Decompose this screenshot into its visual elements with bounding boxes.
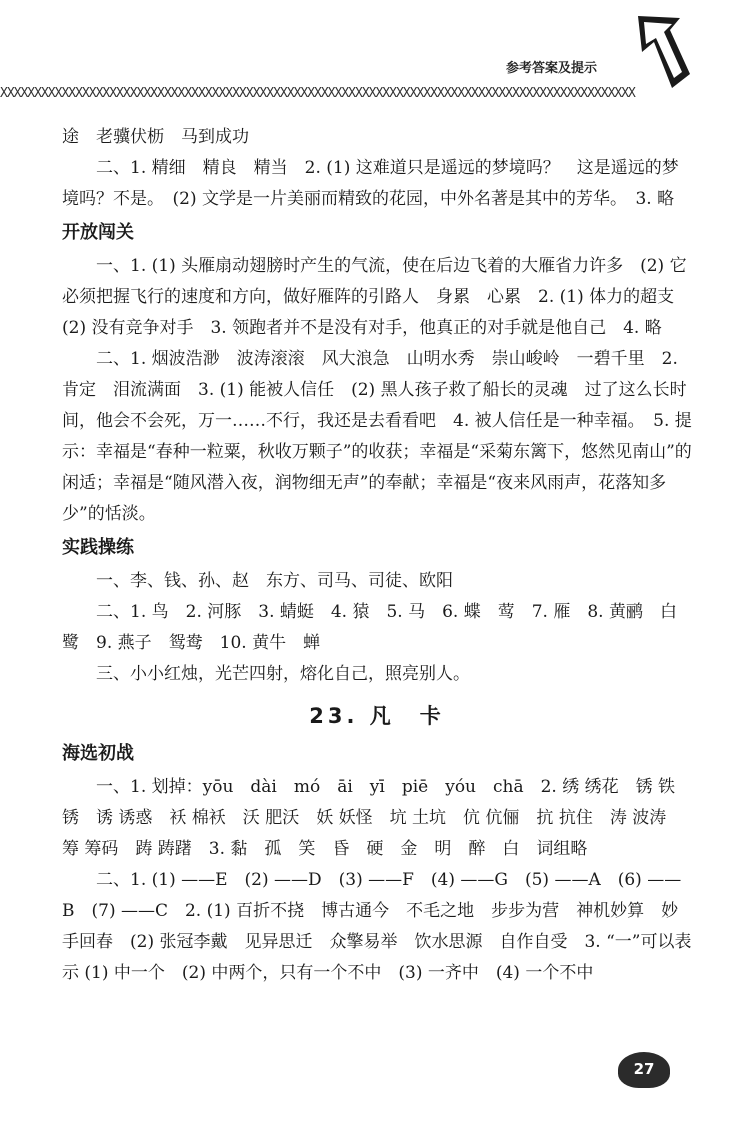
section-heading: 开放闯关 bbox=[62, 222, 134, 243]
answer-paragraph: 二、1. 精细 精良 精当 2. (1) 这难道只是遥远的梦境吗？ 这是遥远的梦境吗？不是。 (2) 文学是一片美丽而精致的花园，中外名著是其中的芳华。 3. 略 bbox=[62, 158, 679, 209]
answer-paragraph: 三、小小红烛，光芒四射，熔化自己，照亮别人。 bbox=[96, 664, 470, 684]
section-heading: 海选初战 bbox=[62, 743, 134, 764]
answer-content bbox=[62, 122, 692, 989]
arrow-icon bbox=[630, 14, 692, 94]
answer-paragraph: 一、1. 划掉：yōu dài mó āi yī piē yóu chā 2. 绣 绣花 锈 铁锈 诱 诱惑 袄 棉袄 沃 肥沃 妖 妖怪 坑 土坑 伉 伉俪 抗 抗住 涛 波涛 筹 筹码 踌 踌躇 3. 黏 孤 笑 昏 硬 金 明 醉 白 词组略 bbox=[62, 777, 684, 859]
running-header: 参考答案及提示 bbox=[506, 61, 598, 76]
answer-paragraph: 一、李、钱、孙、赵 东方、司马、司徒、欧阳 bbox=[96, 571, 453, 591]
answer-paragraph: 一、1. (1) 头雁扇动翅膀时产生的气流，使在后边飞着的大雁省力许多 (2) 它必须把握飞行的速度和方向，做好雁阵的引路人 身累 心累 2. (1) 体力的超支 (2) 没有竞争对手 3. 领跑者并不是没有对手，他真正的对手就是他自己 4. 略 bbox=[62, 256, 692, 338]
answer-paragraph: 二、1. (1) ——E (2) ——D (3) ——F (4) ——G (5) ——A (6) ——B (7) ——C 2. (1) 百折不挠 博古通今 不毛之地 步步为营 神机妙算 妙手回春 (2) 张冠李戴 见异思迁 众擎易举 饮水思源 自作自受 3. “一”可以表示 (1) 中一个 (2) 中两个，只有一个不中 (3) 一齐中 (4) 一个不中 bbox=[62, 870, 692, 983]
answer-line: 途 老骥伏枥 马到成功 bbox=[62, 127, 249, 147]
page-number: 27 bbox=[618, 1052, 670, 1088]
answer-paragraph: 二、1. 烟波浩渺 波涛滚滚 风大浪急 山明水秀 崇山峻岭 一碧千里 2. 肯定 泪流满面 3. (1) 能被人信任 (2) 黑人孩子救了船长的灵魂 过了这么长时间，他会不会死，万一……不行，我还是去看看吧 4. 被人信任是一种幸福。 5. 提示：幸福是“春种一粒粟，秋收万颗子”的收获；幸福是“采菊东篱下，悠然见南山”的闲适；幸福是“随风潜入夜，润物细无声”的奉献；幸福是“夜来风雨声，花落知多少”的恬淡。 bbox=[62, 349, 692, 524]
answer-paragraph: 二、1. 鸟 2. 河豚 3. 蜻蜓 4. 猿 5. 马 6. 蝶 莺 7. 雁 8. 黄鹂 白鹭 9. 燕子 鸳鸯 10. 黄牛 蝉 bbox=[62, 602, 677, 653]
lesson-title: 23. 凡 卡 bbox=[309, 704, 445, 728]
cross-pattern-divider: XXXXXXXXXXXXXXXXXXXXXXXXXXXXXXXXXXXXXXXXXXXXXXXXXXXXXXXXXXXXXXXXXXXXXXXXXXXXXXXXXXXXXXXXXXXXX bbox=[0, 86, 635, 101]
section-heading: 实践操练 bbox=[62, 537, 134, 558]
